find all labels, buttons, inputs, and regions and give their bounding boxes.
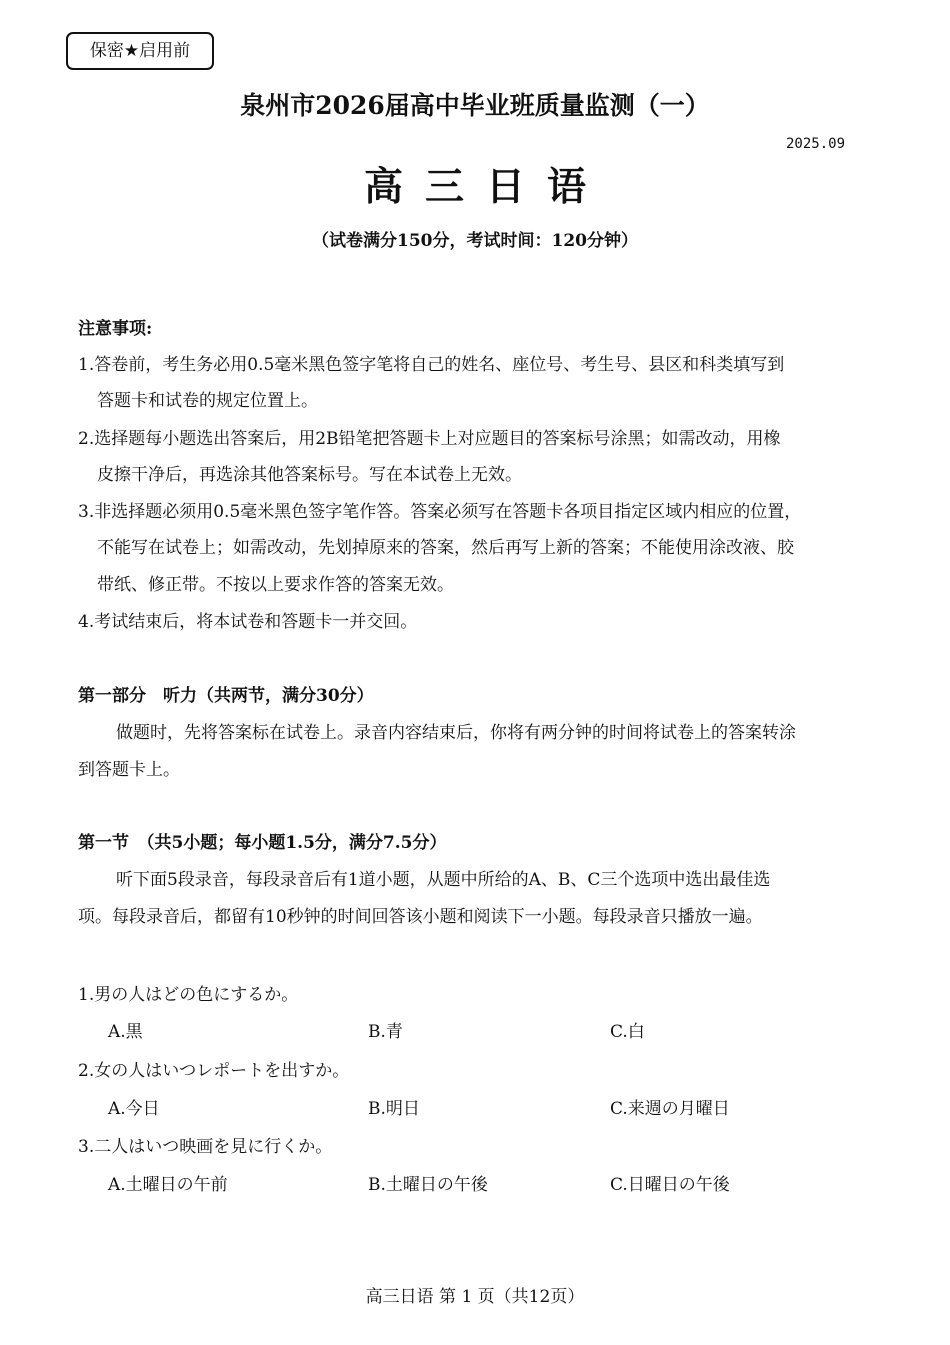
option-c: C.日曜日の午後	[610, 1175, 730, 1195]
exam-date: 2025.09	[786, 136, 846, 152]
option-c: C.来週の月曜日	[610, 1099, 730, 1119]
exam-info: （试卷满分150分，考试时间：120分钟）	[312, 231, 638, 251]
part1-heading: 第一部分 听力（共两节，满分30分）	[78, 686, 374, 706]
option-b: B.青	[368, 1022, 403, 1042]
question-stem: 3.二人はいつ映画を見に行くか。	[78, 1137, 333, 1157]
note-line: 答题卡和试卷的规定位置上。	[97, 391, 318, 411]
note-line: 2.选择题每小题选出答案后，用2B铅笔把答题卡上对应题目的答案标号涂黑；如需改动，用橡	[78, 429, 781, 449]
option-b: B.土曜日の午後	[368, 1175, 488, 1195]
part1-instruction: 到答题卡上。	[78, 760, 180, 780]
section1-instruction: 项。每段录音后，都留有10秒钟的时间回答该小题和阅读下一小题。每段录音只播放一遍。	[78, 907, 763, 927]
question-stem: 1.男の人はどの色にするか。	[78, 985, 299, 1005]
option-b: B.明日	[368, 1099, 420, 1119]
section1-instruction: 听下面5段录音，每段录音后有1道小题，从题中所给的A、B、C三个选项中选出最佳选	[116, 870, 771, 890]
note-line: 4.考试结束后，将本试卷和答题卡一并交回。	[78, 612, 418, 632]
part1-instruction: 做题时，先将答案标在试卷上。录音内容结束后，你将有两分钟的时间将试卷上的答案转涂	[116, 723, 796, 743]
subject-title: 高三日语	[363, 164, 608, 210]
option-a: A.今日	[108, 1099, 160, 1119]
notes-heading: 注意事项:	[78, 319, 153, 339]
option-a: A.土曜日の午前	[108, 1175, 228, 1195]
section1-heading: 第一节 （共5小题；每小题1.5分，满分7.5分）	[78, 833, 447, 853]
option-c: C.白	[610, 1022, 645, 1042]
page-footer: 高三日语 第 1 页（共12页）	[365, 1287, 585, 1307]
confidential-badge: 保密★启用前	[66, 32, 214, 70]
note-line: 带纸、修正带。不按以上要求作答的答案无效。	[97, 575, 454, 595]
note-line: 不能写在试卷上；如需改动，先划掉原来的答案，然后再写上新的答案；不能使用涂改液、胶	[97, 538, 794, 558]
question-stem: 2.女の人はいつレポートを出すか。	[78, 1061, 350, 1081]
note-line: 1.答卷前，考生务必用0.5毫米黑色签字笔将自己的姓名、座位号、考生号、县区和科类填写到	[78, 355, 785, 375]
option-a: A.黒	[108, 1022, 143, 1042]
exam-title: 泉州市2026届高中毕业班质量监测（一）	[240, 91, 710, 120]
note-line: 皮擦干净后，再选涂其他答案标号。写在本试卷上无效。	[97, 465, 522, 485]
note-line: 3.非选择题必须用0.5毫米黑色签字笔作答。答案必须写在答题卡各项目指定区域内相应的位置，	[78, 502, 802, 522]
